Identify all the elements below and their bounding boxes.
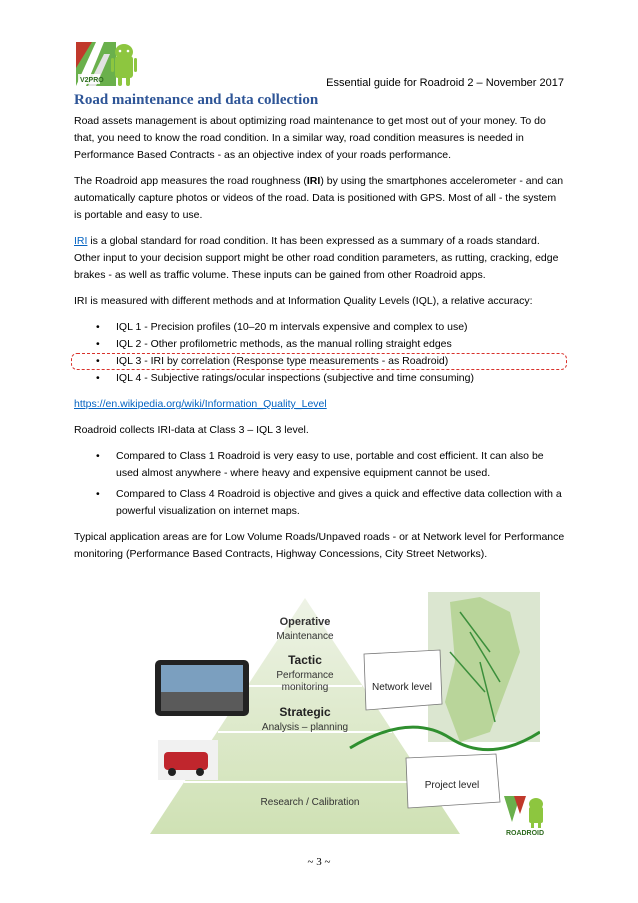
list-item: • IQL 4 - Subjective ratings/ocular inspections (subjective and time consuming) (74, 370, 566, 387)
performance-label: Performance (276, 670, 334, 681)
roadroid-logo-text: ROADROID (505, 830, 545, 837)
paragraph-iri-standard: IRI is a global standard for road condition. It has been expressed as a summary of a roads standard. Other input to your decision support might be other road condition parameters, as rutting, cracking, edge brakes - as well as traffic volume. These inputs can be gained from other Roadroid apps. (74, 235, 559, 281)
paragraph-application-areas: Typical application areas are for Low Volume Roads/Unpaved roads - or at Network level for Performance monitoring (Performance Based Contracts, Highway Concessions, City Street Networks). (74, 531, 565, 560)
operative-label: Operative (279, 616, 331, 628)
network-level-label: Network level (371, 682, 433, 693)
iql-list (74, 319, 566, 387)
section-title: Road maintenance and data collection (74, 92, 319, 108)
page-number: ~ 3 ~ (307, 856, 331, 868)
pyramid-figure (150, 592, 540, 834)
paragraph-asset-management: Road assets management is about optimizing road maintenance to get most out of your money. To do that, you need to know the road condition. In a similar way, road condition measures is needed in Performance Based Contracts - as an objective index of your roads performance. (74, 115, 546, 161)
list-item: • Compared to Class 4 Roadroid is objective and gives a quick and effective data collection with a powerful visualization on internet maps. (74, 486, 566, 520)
monitoring-label: monitoring (281, 682, 329, 693)
network-level-card (364, 650, 442, 710)
v2pro-logo (74, 40, 138, 92)
list-item: • Compared to Class 1 Roadroid is very easy to use, portable and cost efficient. It can also be used almost anywhere - where heavy and expensive equipment cannot be used. (74, 448, 566, 482)
project-level-label: Project level (424, 780, 480, 791)
strategic-label: Strategic (279, 705, 331, 719)
document-body (74, 113, 566, 572)
iri-bold: IRI (306, 175, 321, 187)
tactic-label: Tactic (288, 653, 322, 667)
document-header: Essential guide for Roadroid 2 – November 2017 (326, 77, 564, 89)
list-item: • IQL 1 - Precision profiles (10–20 m intervals expensive and complex to use) (74, 319, 566, 336)
paragraph-roadroid-app: The Roadroid app measures the road roughness (IRI) by using the smartphones accelerometer - and can automatically capture photos or videos of the road. Data is positioned with GPS. Most of all - the system is portable and easy to use. (74, 175, 564, 221)
research-label: Research / Calibration (260, 797, 360, 808)
v2pro-logo-text: V2PRO (80, 77, 104, 84)
paragraph-class3: Roadroid collects IRI-data at Class 3 – IQL 3 level. (74, 424, 309, 436)
list-item: • IQL 2 - Other profilometric methods, as the manual rolling straight edges (74, 336, 566, 353)
paragraph-url (74, 396, 566, 413)
paragraph-iql-intro: IRI is measured with different methods and at Information Quality Levels (IQL), a relative accuracy: (74, 295, 533, 307)
class-comparison-list (74, 448, 566, 520)
roadroid-logo (500, 792, 550, 838)
list-item-highlighted: • IQL 3 - IRI by correlation (Response type measurements - as Roadroid) (74, 353, 566, 370)
analysis-label: Analysis – planning (261, 722, 349, 733)
iri-link[interactable]: IRI (74, 235, 88, 247)
maintenance-label: Maintenance (276, 631, 334, 642)
wikipedia-link[interactable]: https://en.wikipedia.org/wiki/Information_Quality_Level (74, 398, 327, 410)
